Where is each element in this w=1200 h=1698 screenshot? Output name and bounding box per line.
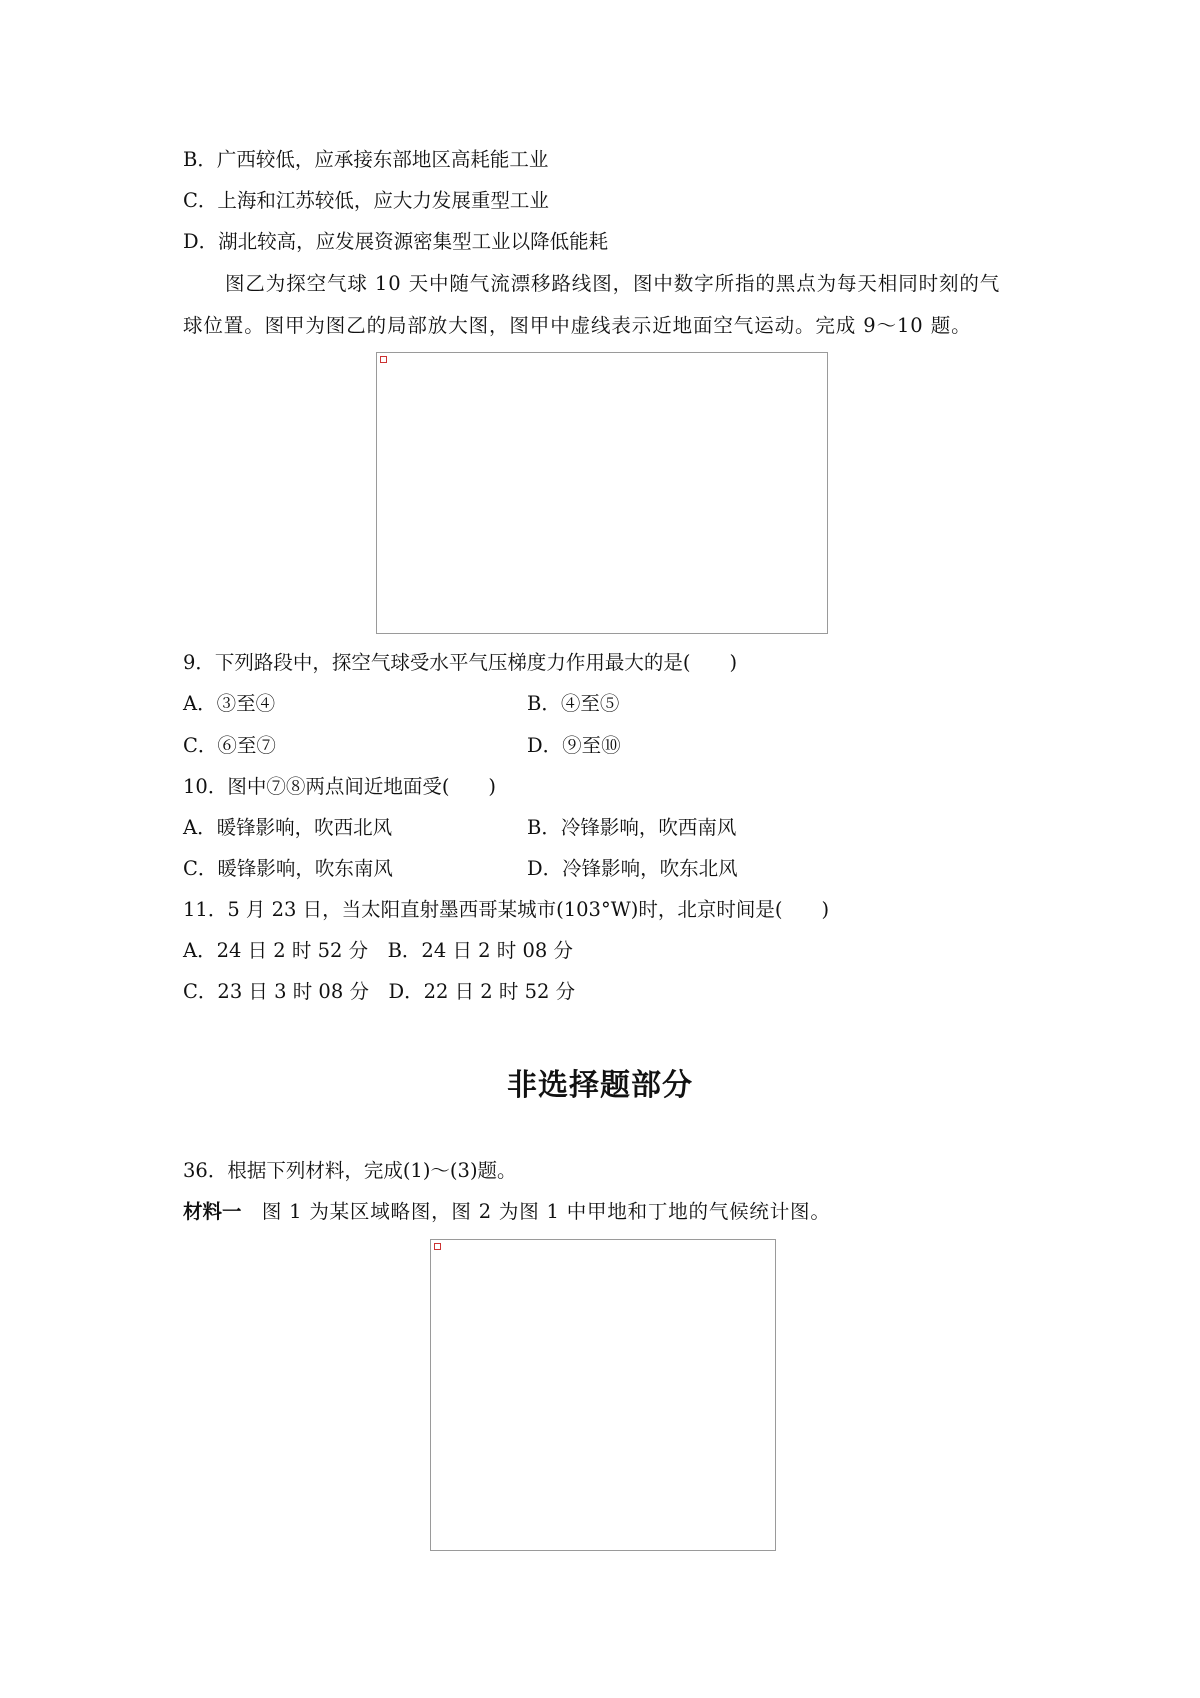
passage-line-1: 图乙为探空气球 10 天中随气流漂移路线图，图中数字所指的黑点为每天相同时刻的气 [225, 272, 1001, 295]
passage-line-2: 球位置。图甲为图乙的局部放大图，图甲中虚线表示近地面空气运动。完成 9～10 题。 [183, 314, 972, 337]
q36-stem: 36．根据下列材料，完成(1)～(3)题。 [183, 1159, 517, 1182]
q11-options-cd: C．23 日 3 时 08 分 D．22 日 2 时 52 分 [183, 980, 576, 1003]
q10-option-a: A．暖锋影响，吹西北风 [183, 816, 393, 839]
section-title: 非选择题部分 [507, 1068, 693, 1103]
q10-option-d: D．冷锋影响，吹东北风 [527, 857, 738, 880]
q11-options-ab: A．24 日 2 时 52 分 B．24 日 2 时 08 分 [183, 939, 573, 962]
q9-stem: 9．下列路段中，探空气球受水平气压梯度力作用最大的是( ) [183, 651, 738, 674]
q10-option-b: B．冷锋影响，吹西南风 [527, 816, 737, 839]
q10-stem: 10．图中⑦⑧两点间近地面受( ) [183, 775, 497, 798]
q9-option-b: B．④至⑤ [527, 692, 620, 715]
broken-image-icon [380, 356, 387, 363]
q9-option-c: C．⑥至⑦ [183, 734, 276, 757]
q11-stem: 11．5 月 23 日，当太阳直射墨西哥某城市(103°W)时，北京时间是( ) [183, 898, 830, 921]
material-label: 材料一 [183, 1200, 242, 1223]
figure-placeholder-balloon [376, 352, 828, 634]
q8-option-b: B．广西较低，应承接东部地区高耗能工业 [183, 148, 549, 171]
q36-material-1 [183, 1200, 831, 1224]
material-text: 图 1 为某区域略图，图 2 为图 1 中甲地和丁地的气候统计图。 [241, 1200, 831, 1223]
broken-image-icon [434, 1243, 441, 1250]
figure-placeholder-region-map [430, 1239, 776, 1551]
q9-option-d: D．⑨至⑩ [527, 734, 621, 757]
q8-option-d: D．湖北较高，应发展资源密集型工业以降低能耗 [183, 230, 609, 253]
q8-option-c: C．上海和江苏较低，应大力发展重型工业 [183, 189, 549, 212]
q9-option-a: A．③至④ [183, 692, 276, 715]
q10-option-c: C．暖锋影响，吹东南风 [183, 857, 393, 880]
